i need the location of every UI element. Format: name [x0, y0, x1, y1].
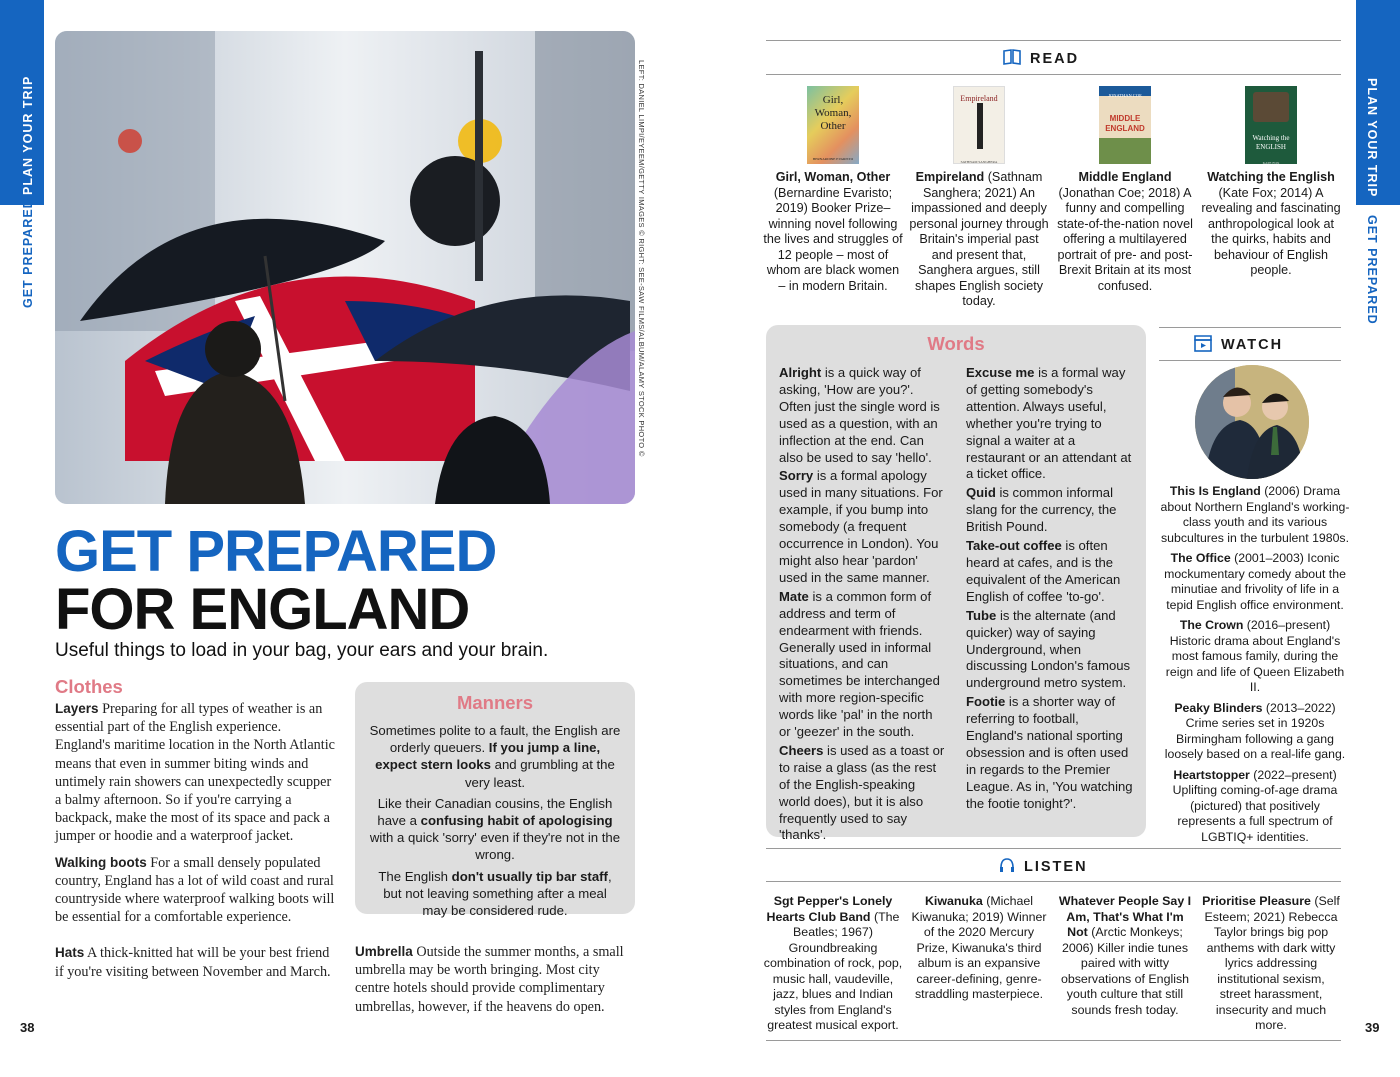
read-heading: READ: [1030, 51, 1080, 67]
side-label-get-left: GET PREPARED: [21, 198, 35, 308]
item-text: Outside the summer months, a small umbrella may be worth bringing. Most city centre hotels should provide complimentary umbrellas, however, if the heavens do open.: [355, 944, 624, 1015]
word-term: Quid: [966, 485, 996, 501]
word-entry: [779, 743, 947, 844]
book-title: Middle England: [1078, 170, 1172, 184]
listen-heading: LISTEN: [1024, 859, 1088, 875]
word-term: Alright: [779, 365, 822, 380]
word-text: is common informal slang for the currency, the British Pound.: [966, 485, 1117, 535]
watch-item: [1160, 701, 1350, 763]
album-desc: (Michael Kiwanuka; 2019) Winner of the 2020 Mercury Prize, Kiwanuka's third album is an expansive career-defining, genre-straddling masterpiece.: [911, 894, 1047, 1001]
word-entry: [779, 365, 947, 466]
umbrella-paragraph: [355, 943, 635, 1016]
manners-paragraph: [369, 722, 621, 791]
book-desc: (Kate Fox; 2014) A revealing and fascinating anthropological look at the quirks, habits and behaviour of English people.: [1201, 185, 1341, 277]
divider: [766, 1040, 1341, 1041]
bold-text: confusing habit of apologising: [420, 813, 613, 829]
book-item: [1201, 86, 1341, 279]
divider: [766, 40, 1341, 41]
cover-author: SATHNAM SANGHERA: [960, 160, 998, 164]
item-term: Walking boots: [55, 854, 147, 870]
book-icon: [1002, 48, 1022, 70]
heartstopper-photo: [1195, 365, 1309, 479]
watch-title: Peaky Blinders: [1174, 700, 1263, 715]
manners-heading: Manners: [456, 692, 534, 713]
photo-credit: LEFT: DANIEL LIMPI/EYEEM/GETTY IMAGES © RIGHT: SEE-SAW FILMS/ALBUM/ALAMY STOCK PHOTO ©: [637, 60, 646, 457]
text: , but not leaving something after a meal may be considered rude.: [383, 868, 612, 919]
book-item: [909, 86, 1049, 310]
divider: [1159, 327, 1341, 328]
word-entry: [966, 365, 1134, 483]
album-desc: (The Beatles; 1967) Groundbreaking combination of rock, pop, music hall, vaudeville, jazz, blues and Indian styles from England's greatest musical export.: [763, 909, 903, 1032]
cover-title: MIDDLE ENGLAND: [1105, 114, 1145, 133]
side-label-plan-left: PLAN YOUR TRIP: [21, 75, 35, 195]
divider: [766, 74, 1341, 75]
watch-title: The Crown: [1179, 618, 1244, 632]
item-text: Preparing for all types of weather is an essential part of the English experience. England's maritime location in the North Atlantic means that even in summer biting winds and untimely rain showers can unexpectedly scupper a balmy afternoon. So if you're carrying a backpack, make the most of its space and pack a jumper or hoodie and a waterproof jacket.: [55, 701, 335, 845]
watch-item: [1160, 551, 1350, 613]
book-cover: [953, 86, 1005, 164]
word-term: Sorry: [779, 468, 814, 484]
watch-desc: (2001–2003) Iconic mockumentary comedy about the minutiae and frivolity of life in a tepid English office environment.: [1164, 551, 1346, 612]
listen-item: [909, 894, 1049, 1003]
word-term: Cheers: [779, 742, 824, 758]
word-term: Mate: [779, 588, 809, 604]
word-entry: [966, 485, 1134, 536]
word-entry: [779, 589, 947, 741]
side-label-get-right: GET PREPARED: [1365, 215, 1379, 325]
manners-paragraph: [369, 868, 621, 920]
word-entry: [779, 468, 947, 586]
clapperboard-icon: [1193, 334, 1213, 356]
book-cover: [807, 86, 859, 164]
book-item: [1055, 86, 1195, 294]
book-cover: [1245, 86, 1297, 164]
book-desc: (Jonathan Coe; 2018) A funny and compelling state-of-the-nation novel offering a multilayered portrait of pre- and post-Brexit Britain at its most confused.: [1057, 185, 1193, 293]
cover-title: Watching the ENGLISH: [1252, 134, 1290, 151]
book-desc: (Bernardine Evaristo; 2019) Booker Prize–winning novel following the lives and struggles of 12 people – most of whom are black women – in modern Britain.: [763, 185, 903, 293]
side-label-plan-right: PLAN YOUR TRIP: [1365, 78, 1379, 198]
manners-paragraph: [369, 795, 621, 864]
watch-heading: WATCH: [1221, 337, 1284, 353]
page-number-left: 38: [20, 1020, 35, 1035]
manners-box: [355, 682, 635, 919]
listen-item: [763, 894, 903, 1034]
text: and grumbling at the very least.: [464, 757, 615, 790]
word-entry: [966, 538, 1134, 606]
word-text: is the alternate (and quicker) way of saying Underground, when discussing London's famous underground metro system.: [966, 607, 1131, 691]
watch-title: This Is England: [1169, 484, 1261, 498]
album-title: Prioritise Pleasure: [1202, 894, 1311, 908]
watch-list: [1160, 484, 1350, 850]
book-cover: [1099, 86, 1151, 164]
watch-title: Heartstopper: [1173, 767, 1250, 782]
word-entry: [966, 608, 1134, 693]
clothes-item: [55, 700, 337, 846]
words-column-1: [779, 365, 947, 846]
page-number-right: 39: [1365, 1020, 1380, 1035]
watch-item: [1160, 768, 1350, 846]
word-text: is used as a toast or to raise a glass (as the rest of the English-speaking world does), but it is also frequently used to say 'thanks'.: [779, 742, 945, 843]
words-column-2: [966, 365, 1134, 815]
album-desc: (Arctic Monkeys; 2006) Killer indie tunes paired with witty observations of English youth culture that still sounds fresh today.: [1060, 925, 1190, 1017]
read-header: [1002, 48, 1079, 70]
book-item: [763, 86, 903, 294]
words-box: [766, 325, 1146, 843]
clothes-section: [55, 676, 337, 989]
album-title: Whatever People Say I Am, That's What I'm Not: [1058, 894, 1192, 939]
listen-item: [1055, 894, 1195, 1018]
watch-title: The Office: [1170, 551, 1231, 565]
divider: [766, 881, 1341, 882]
text: The English: [378, 868, 452, 884]
item-term: Hats: [55, 945, 85, 961]
book-title: Watching the English: [1207, 170, 1335, 184]
words-heading: Words: [927, 333, 985, 354]
word-entry: [966, 694, 1134, 812]
word-term: Take-out coffee: [966, 538, 1062, 554]
umbrella-photo: [55, 31, 635, 504]
headphones-icon: [998, 856, 1016, 878]
book-title: Empireland: [915, 170, 985, 184]
word-term: Excuse me: [966, 365, 1035, 380]
watch-desc: (2013–2022) Crime series set in 1920s Birmingham following a gang loosely based on a real-life gang.: [1164, 700, 1346, 761]
text: Like their Canadian cousins, the English have a: [377, 795, 613, 829]
item-term: Umbrella: [355, 944, 413, 959]
bold-text: don't usually tip bar staff: [451, 868, 608, 884]
watch-desc: (2022–present) Uplifting coming-of-age drama (pictured) that positively represents a full spectrum of LGBTIQ+ identities.: [1172, 767, 1338, 844]
watch-item: [1160, 484, 1350, 546]
word-text: is a formal way of getting somebody's attention. Always useful, whether you're trying to signal a waiter at a restaurant or an attendant at a ticket office.: [966, 365, 1132, 482]
word-text: is a quick way of asking, 'How are you?'. Often just the single word is used as a question, with an inflection at the end. Can also be used to say 'hello'.: [779, 365, 940, 465]
clothes-heading: Clothes: [55, 676, 123, 697]
word-text: is a common form of address and term of endearment with friends. Generally used in informal situations, and can sometimes be interchanged with more region-specific words like 'pal' in the north or 'geezer' in the south.: [779, 588, 940, 740]
item-text: A thick-knitted hat will be your best friend if you're visiting between November and March.: [55, 945, 331, 980]
album-title: Kiwanuka: [924, 894, 983, 908]
cover-title: Empireland: [960, 94, 998, 103]
item-term: Layers: [55, 701, 99, 716]
cover-author: JONATHAN COE: [1108, 93, 1142, 98]
watch-header: [1193, 334, 1283, 356]
text: Sometimes polite to a fault, the English are orderly queuers.: [369, 723, 621, 756]
title-line-2: FOR ENGLAND: [55, 577, 470, 642]
clothes-item: [55, 854, 337, 927]
album-title: Sgt Pepper's Lonely Hearts Club Band: [766, 894, 893, 924]
word-term: Tube: [966, 607, 997, 623]
word-text: is a formal apology used in many situations. For example, if you bump into somebody (a frequent occurrence in London). You might also hear 'pardon' used in the same manner.: [779, 468, 943, 585]
divider: [766, 848, 1341, 849]
cover-author: BERNARDINE EVARISTO: [812, 157, 854, 161]
word-text: is often heard at cafes, and is the equivalent of the American English of coffee 'to-go'.: [966, 538, 1121, 604]
item-text: For a small densely populated country, England has a lot of wild coast and rural countryside where waterproof walking boots will be essential for a comfortable experience.: [55, 854, 335, 926]
divider: [1159, 360, 1341, 361]
album-desc: (Self Esteem; 2021) Rebecca Taylor brings big pop anthems with dark witty lyrics addressing institutional sexism, street harassment, insecurity and much more.: [1204, 894, 1340, 1032]
watch-desc: (2016–present) Historic drama about England's most famous family, during the reign and life of Queen Elizabeth II.: [1165, 618, 1345, 694]
listen-item: [1201, 894, 1341, 1034]
clothes-item: [55, 944, 337, 980]
cover-title: Girl, Woman, Other: [814, 94, 852, 132]
listen-header: [998, 856, 1088, 878]
book-title: Girl, Woman, Other: [775, 170, 891, 184]
watch-desc: (2006) Drama about Northern England's working-class youth and its various subcultures in the turbulent 1980s.: [1160, 484, 1350, 545]
word-term: Footie: [966, 694, 1006, 710]
watch-item: [1160, 618, 1350, 696]
subtitle: Useful things to load in your bag, your ears and your brain.: [55, 640, 549, 661]
book-desc: (Sathnam Sanghera; 2021) An impassioned and deeply personal journey through Britain's imperial past and present that, Sanghera argues, still shapes English society today.: [909, 170, 1049, 308]
title-line-1: GET PREPARED: [55, 519, 497, 584]
text: with a quick 'sorry' even if they're not in the wrong.: [369, 830, 621, 863]
bold-text: If you jump a line, expect stern looks: [375, 740, 601, 773]
word-text: is a shorter way of referring to football, England's national sporting obsession and is often used in regards to the Premier League. As in, 'You watching the footie tonight?'.: [966, 694, 1133, 811]
cover-author: KATE FOX: [1262, 161, 1280, 164]
